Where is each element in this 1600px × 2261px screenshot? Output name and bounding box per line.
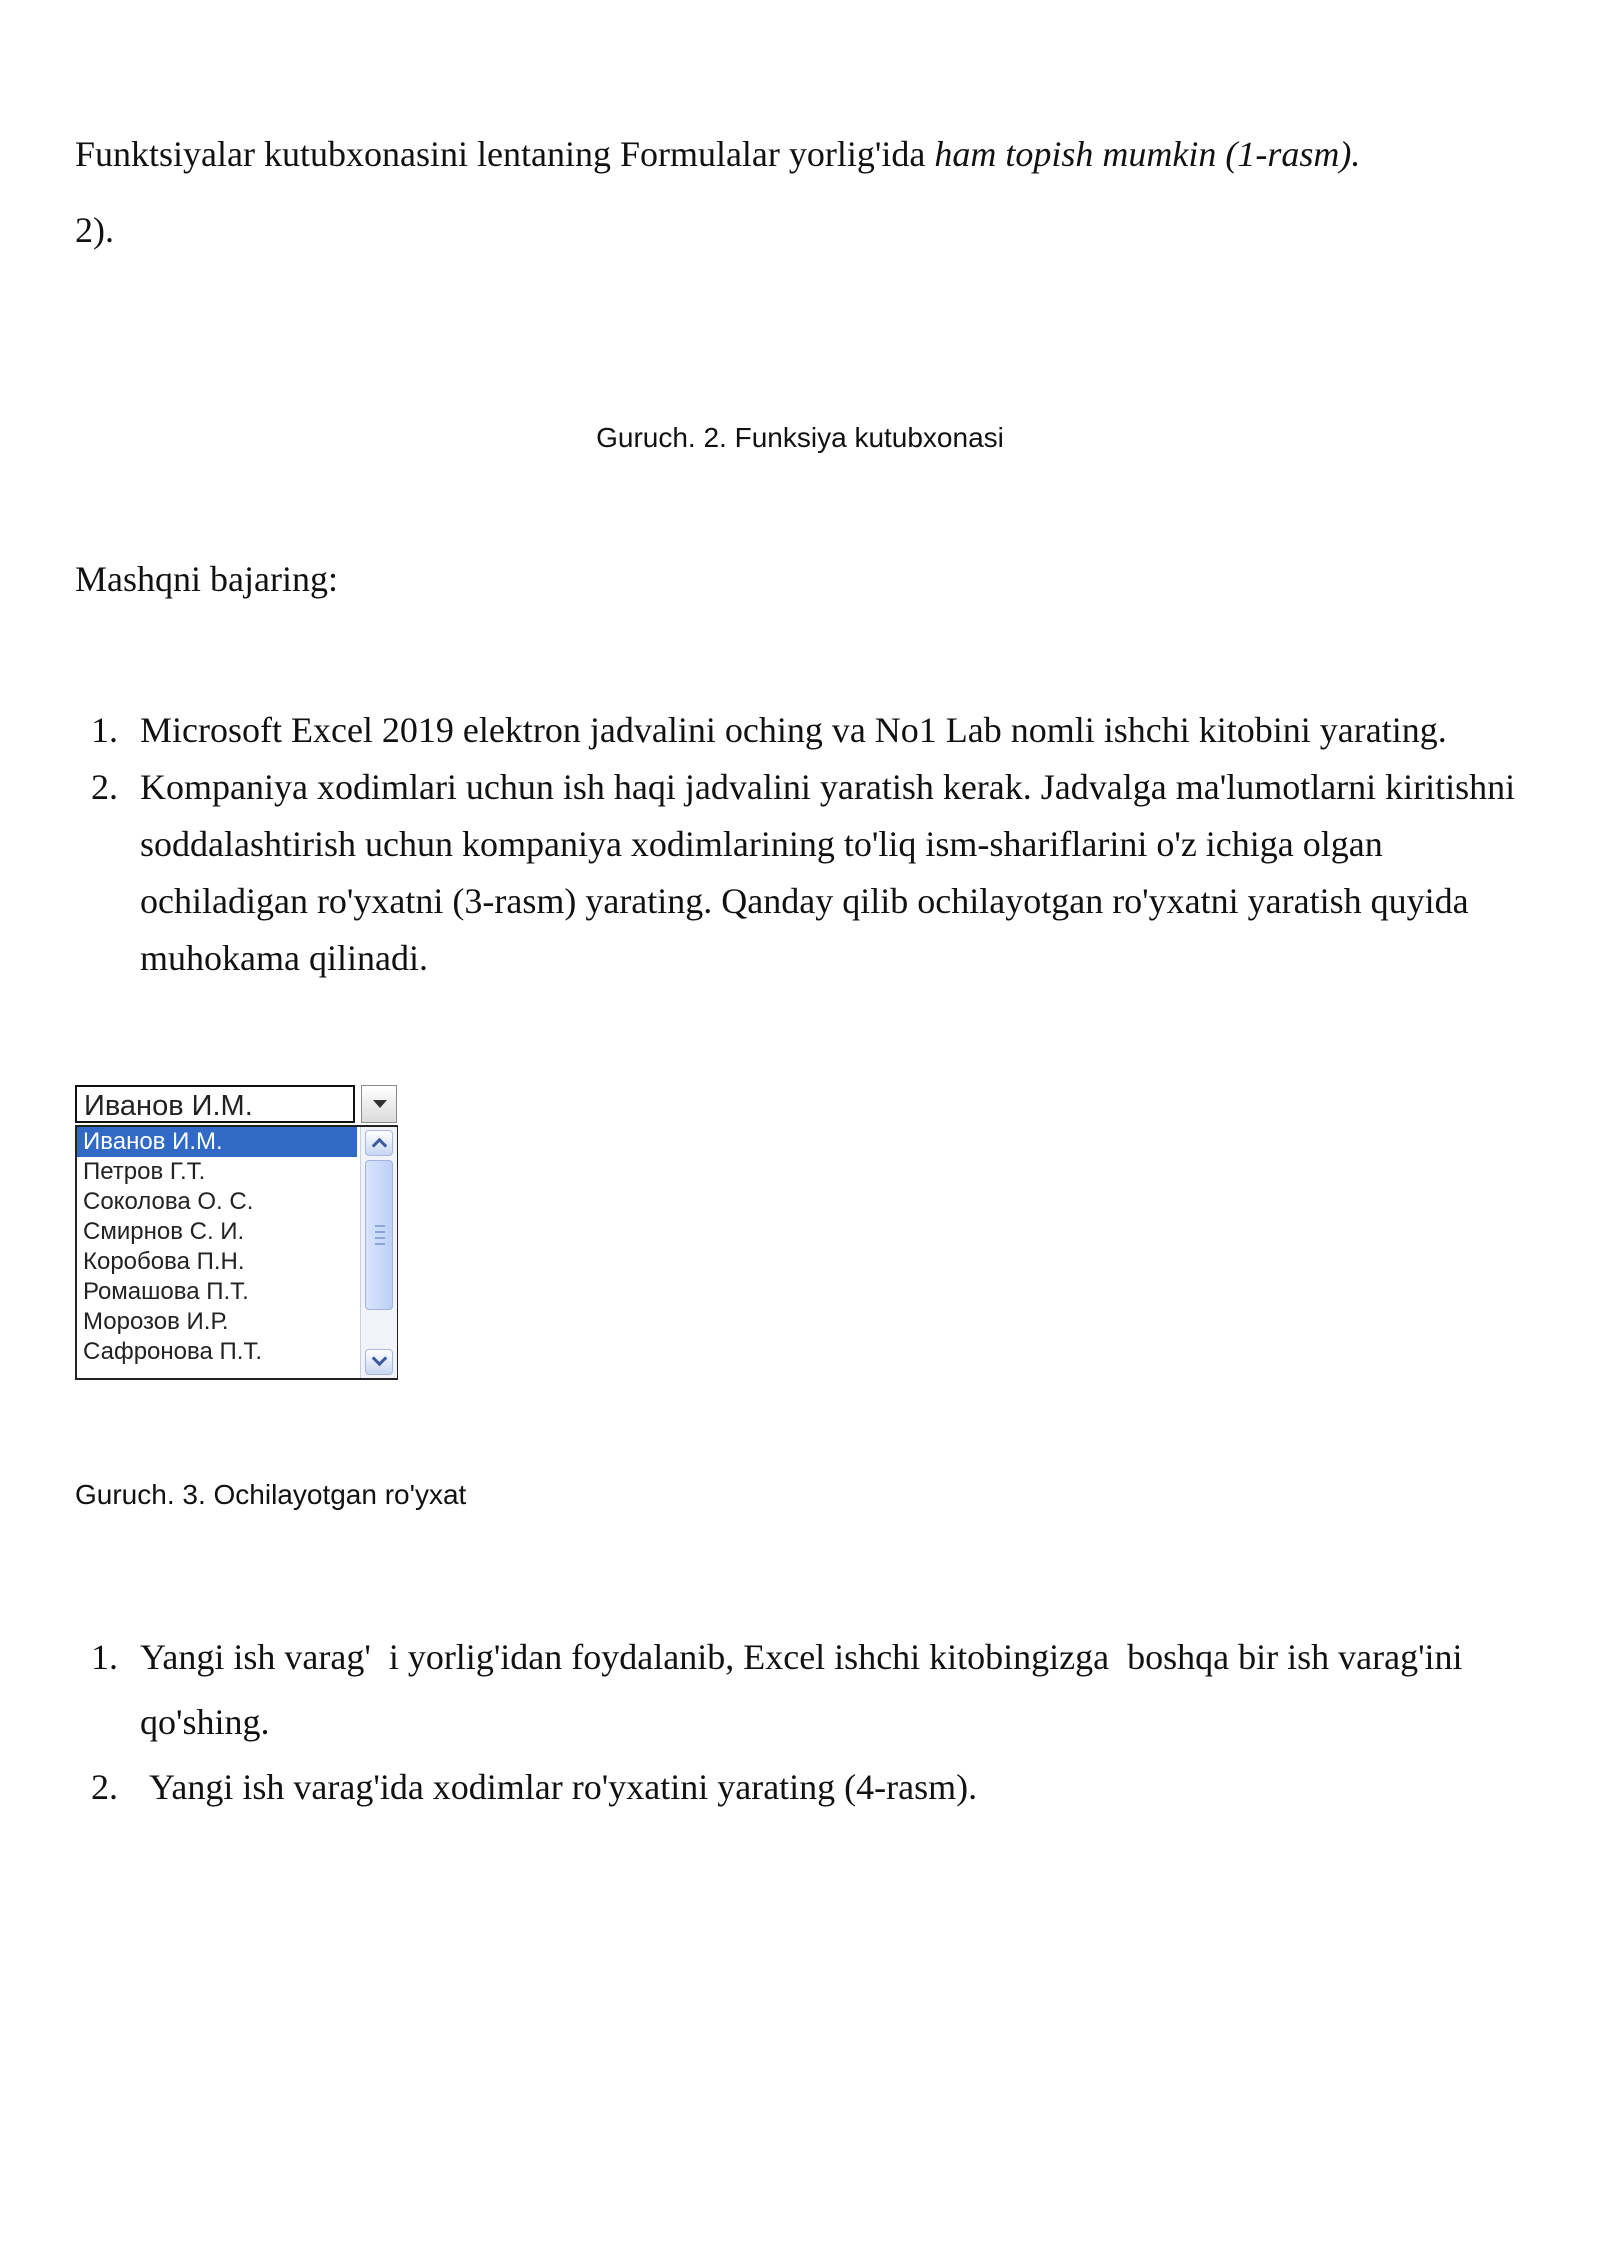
scroll-down-button[interactable] — [365, 1349, 393, 1375]
intro-text: Funktsiyalar kutubxonasini lentaning Formulalar yorlig'ida — [75, 134, 935, 174]
scroll-up-button[interactable] — [365, 1130, 393, 1156]
intro-paragraph — [75, 132, 1360, 176]
grip-line — [375, 1237, 385, 1239]
list-item-text: Yangi ish varag'ida xodimlar ro'yxatini yarating (4-rasm). — [140, 1767, 978, 1807]
scrollbar-thumb[interactable] — [365, 1160, 393, 1310]
list-item-text: Kompaniya xodimlari uchun ish haqi jadvalini yaratish kerak. Jadvalga ma'lumotlarni kiritishni soddalashtirish uchun kompaniya xodimlarining to'liq ism-shariflarini o'z ichiga olgan ochiladigan ro'yxatni (3-rasm) yarating. Qanday qilib ochilayotgan ro'yxatni yaratish quyida muhokama qilinadi. — [140, 767, 1516, 978]
chevron-down-icon — [372, 1351, 388, 1367]
list-item-number: 1. — [91, 1637, 118, 1677]
chevron-down-icon — [373, 1100, 387, 1108]
list-item-number: 2. — [91, 1767, 118, 1807]
dropdown-option[interactable]: Сафронова П.Т. — [83, 1338, 263, 1365]
list-item — [75, 702, 1545, 759]
dropdown-option[interactable]: Петров Г.Т. — [83, 1158, 206, 1185]
dropdown-option[interactable]: Морозов И.Р. — [83, 1308, 229, 1335]
exercise-list — [75, 702, 1545, 987]
vertical-scrollbar[interactable] — [360, 1127, 397, 1378]
list-item-number: 1. — [91, 710, 118, 750]
grip-line — [375, 1231, 385, 1233]
list-item-number: 2. — [91, 767, 118, 807]
dropdown-option[interactable]: Соколова О. С. — [83, 1188, 254, 1215]
figure-2-caption: Guruch. 2. Funksiya kutubxonasi — [596, 422, 1004, 453]
combo-box-field[interactable] — [75, 1085, 355, 1123]
list-item — [75, 759, 1545, 987]
grip-line — [375, 1225, 385, 1227]
exercise-heading: Mashqni bajaring: — [75, 559, 338, 599]
dropdown-list — [75, 1125, 398, 1380]
intro-italic-text: ham topish mumkin (1-rasm). — [934, 134, 1361, 174]
dropdown-figure — [75, 1085, 398, 1380]
chevron-up-icon — [372, 1138, 388, 1154]
list-item — [75, 1755, 1545, 1820]
steps-list — [75, 1625, 1545, 1820]
combo-box-value: Иванов И.М. — [84, 1090, 253, 1122]
list-item — [75, 1625, 1545, 1755]
dropdown-arrow-button[interactable] — [361, 1085, 397, 1123]
intro-continuation: 2). — [75, 210, 114, 250]
list-item-text: Microsoft Excel 2019 elektron jadvalini oching va No1 Lab nomli ishchi kitobini yarating. — [140, 710, 1447, 750]
list-item-text: Yangi ish varag' i yorlig'idan foydalanib, Excel ishchi kitobingizga boshqa bir ish varag'ini qo'shing. — [140, 1637, 1472, 1742]
dropdown-option[interactable]: Ромашова П.Т. — [83, 1278, 249, 1305]
dropdown-option[interactable]: Смирнов С. И. — [83, 1218, 245, 1245]
figure-3-caption: Guruch. 3. Ochilayotgan ro'yxat — [75, 1479, 467, 1510]
dropdown-option[interactable]: Иванов И.М. — [77, 1127, 357, 1157]
dropdown-option[interactable]: Коробова П.Н. — [83, 1248, 245, 1275]
grip-line — [375, 1243, 385, 1245]
